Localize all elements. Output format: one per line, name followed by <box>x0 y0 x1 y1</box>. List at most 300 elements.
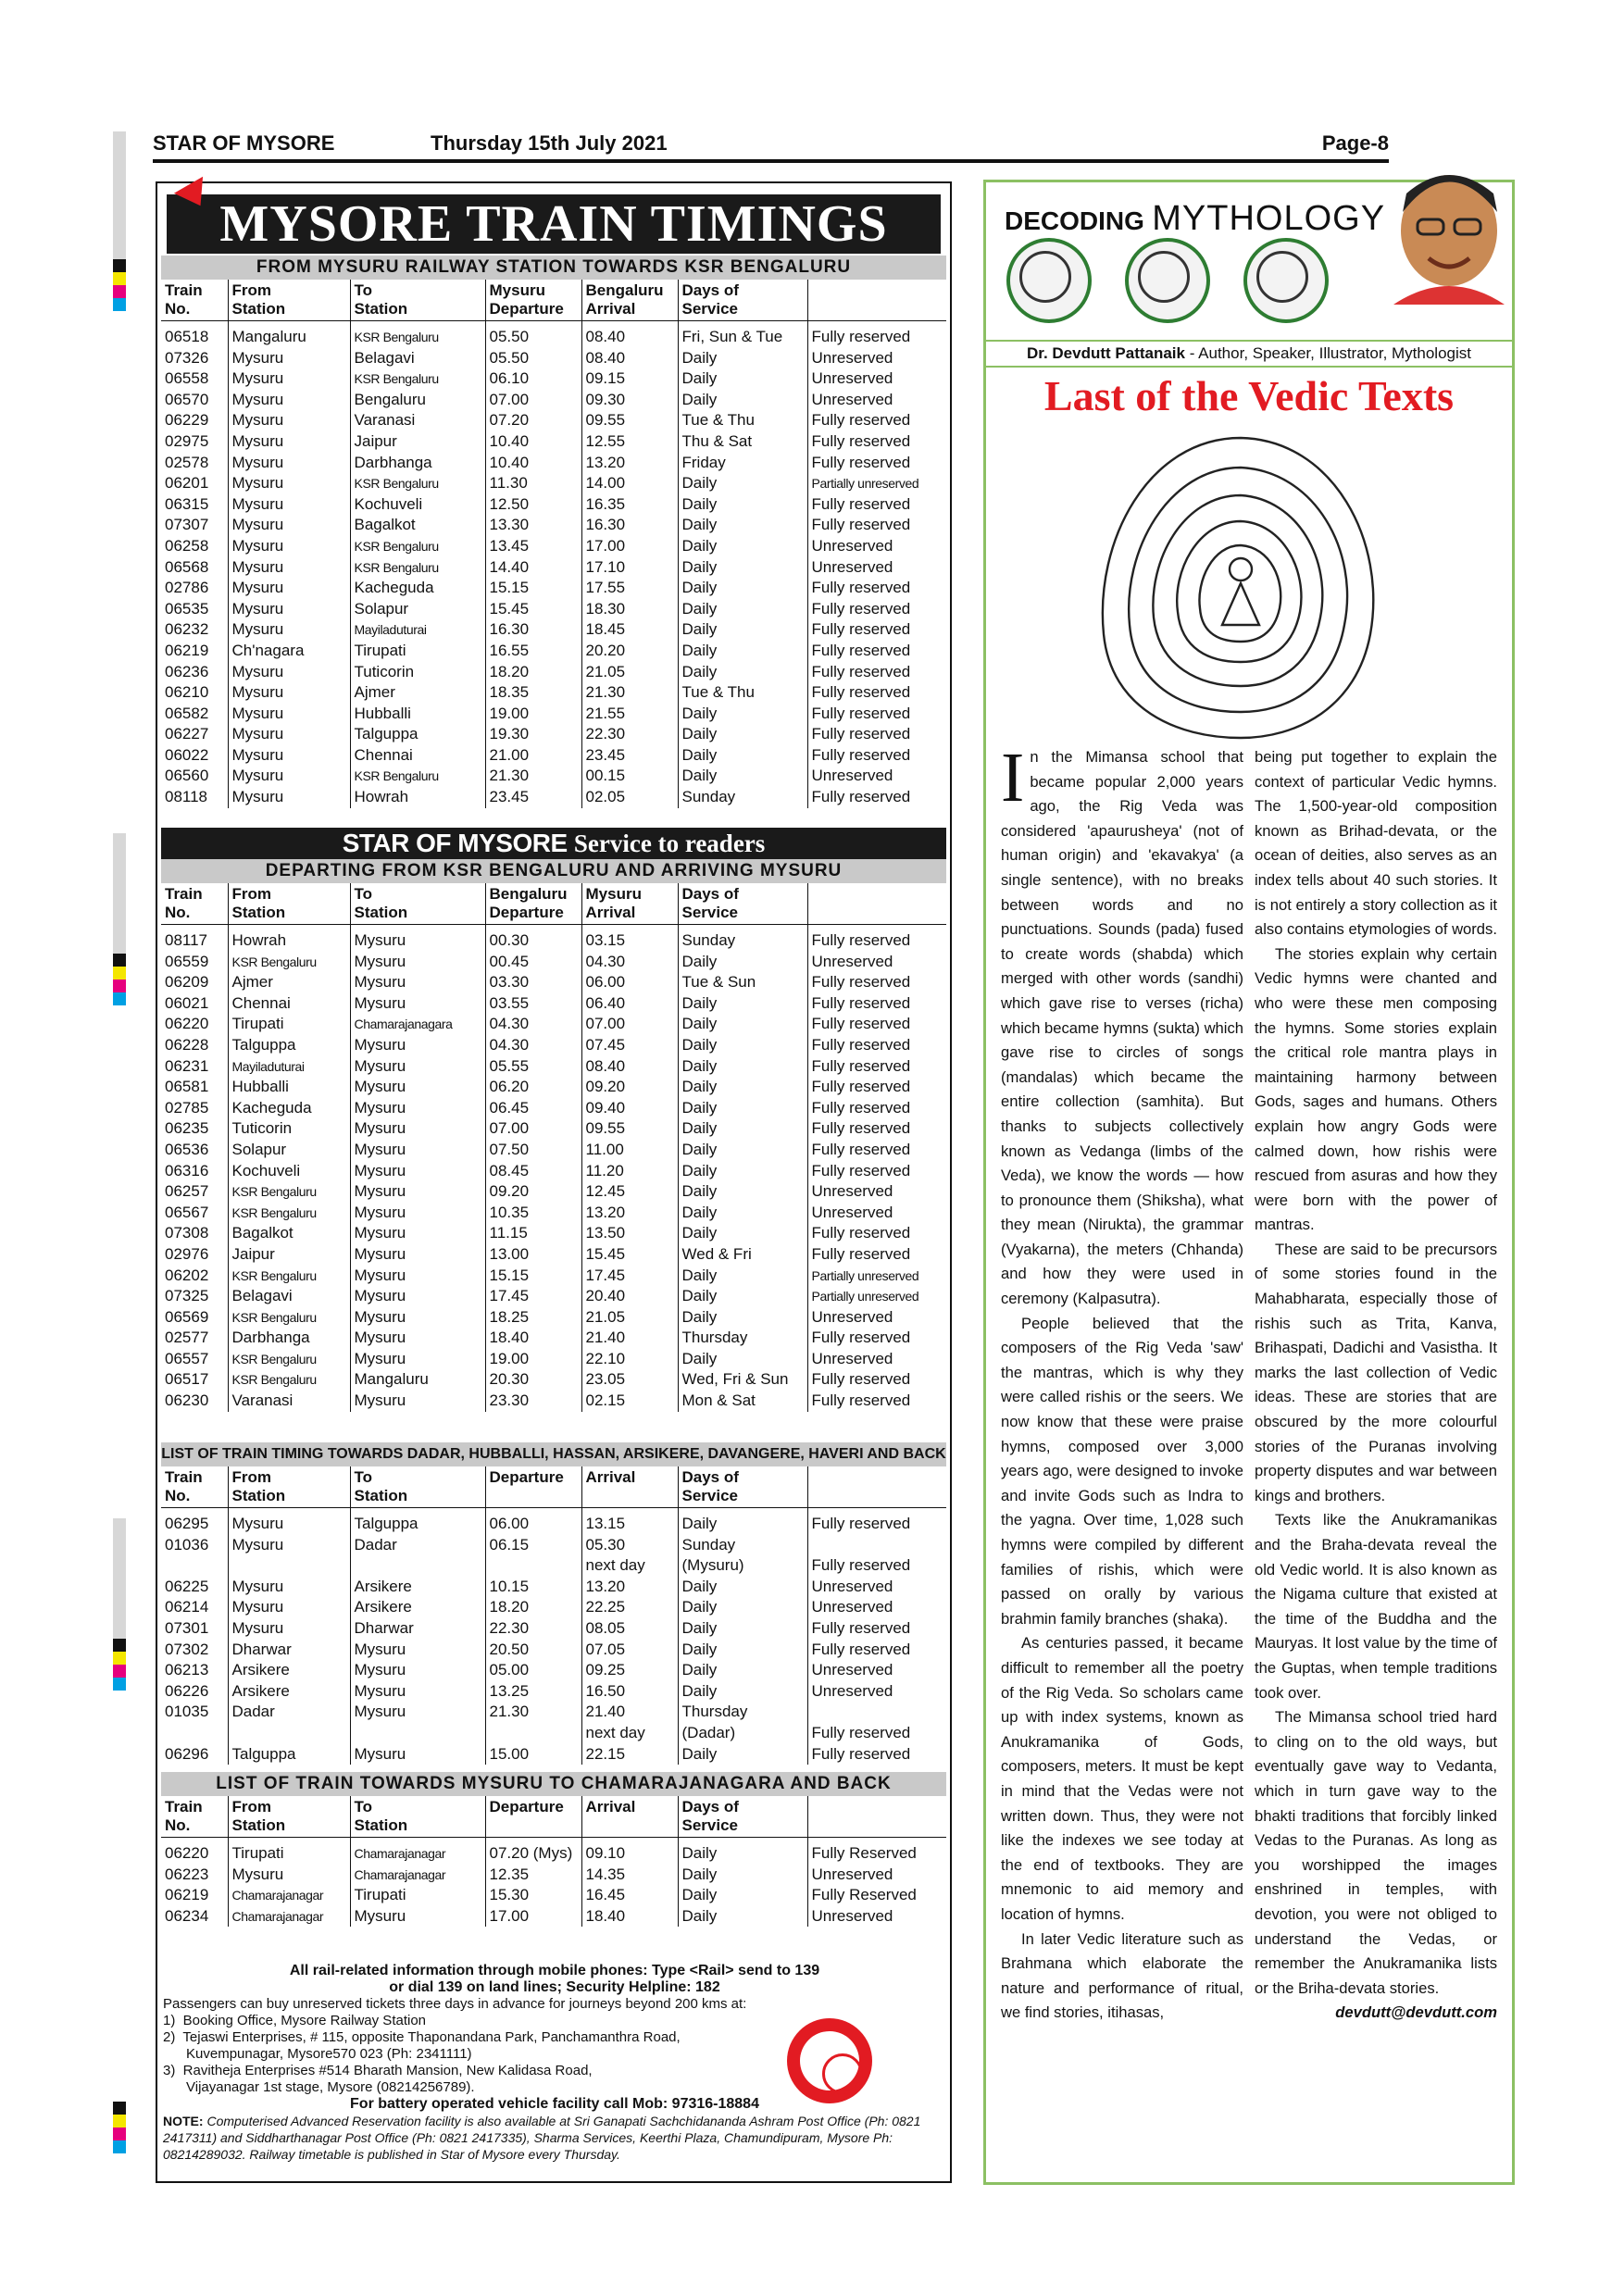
table-row <box>161 1223 946 1244</box>
table-cell: Friday <box>678 453 807 474</box>
table-cell <box>228 1723 350 1744</box>
table-row <box>161 1203 946 1224</box>
table-cell: Fully reserved <box>807 1056 946 1078</box>
table-cell: Wed, Fri & Sun <box>678 1369 807 1391</box>
table-cell: Mysuru <box>228 410 350 431</box>
table-header-row <box>161 883 946 925</box>
table-cell: 06209 <box>165 973 209 992</box>
table-cell: Fully reserved <box>807 578 946 599</box>
table-cell <box>161 1723 228 1744</box>
table-cell: Partially unreserved <box>807 1286 946 1307</box>
table-header-row <box>161 1796 946 1838</box>
table-cell: 02975 <box>165 431 209 450</box>
table-cell: 13.20 <box>581 453 678 474</box>
table-cell: 23.30 <box>485 1391 581 1412</box>
table-cell: Wed & Fri <box>678 1244 807 1266</box>
table-cell: Fully reserved <box>807 1369 946 1391</box>
table-cell: 21.55 <box>581 704 678 725</box>
table-cell: 07325 <box>165 1287 209 1305</box>
reservation-note: Computerised Advanced Reservation facility is also available at Sri Ganapati Sachchidananda Ashram Post Office (Ph: 0821 2417311) and Siddharthanagar Post Office (Ph: 0821 2417335), Sharma Services, Keerthi Plaza, Chamundipuram, Mysore Ph: 08214289032. Railway timetable is published in Star of Mysore every Thursday. <box>163 2114 921 2162</box>
table-cell: 00.15 <box>581 766 678 787</box>
table-cell: 08.40 <box>581 1056 678 1078</box>
table-cell: 11.30 <box>485 473 581 494</box>
column-header <box>807 280 946 321</box>
table-cell: (Mysuru) <box>678 1555 807 1577</box>
booking-item: 2) Tejaswi Enterprises, # 115, opposite Thaponandana Park, Panchamanthra Road, <box>163 2029 681 2045</box>
table-cell: Mysuru <box>228 1514 350 1535</box>
table-cell: Daily <box>678 1843 807 1865</box>
table-cell: Tue & Thu <box>678 410 807 431</box>
table-cell: Daily <box>678 724 807 745</box>
table-cell: Daily <box>678 1640 807 1661</box>
table-cell <box>228 1555 350 1577</box>
column-header: From Station <box>228 280 350 321</box>
table-cell: Fully reserved <box>807 1140 946 1161</box>
table-row <box>161 1118 946 1140</box>
table-cell: Unreserved <box>807 1181 946 1203</box>
table-row <box>161 1597 946 1618</box>
deity-pair-medallion-icon <box>1125 238 1210 323</box>
table-cell: Unreserved <box>807 1577 946 1598</box>
table-cell: Fully reserved <box>807 682 946 704</box>
table-cell: Arsikere <box>350 1577 485 1598</box>
table-cell: Fully reserved <box>807 641 946 662</box>
table-cell: KSR Bengaluru <box>228 1369 350 1391</box>
table-cell: Mysuru <box>350 1035 485 1056</box>
table-cell: Mysuru <box>350 1681 485 1703</box>
table-cell: Mysuru <box>228 1865 350 1886</box>
table-cell <box>807 1535 946 1556</box>
table-cell: Daily <box>678 494 807 516</box>
table-row <box>161 724 946 745</box>
table-cell: Unreserved <box>807 368 946 390</box>
table-cell: 06295 <box>165 1515 209 1532</box>
table-cell: Daily <box>678 745 807 767</box>
table-cell: Fully reserved <box>807 515 946 536</box>
table-cell: Mysuru <box>350 1203 485 1224</box>
booking-item: 3) Ravitheja Enterprises #514 Bharath Mansion, New Kalidasa Road, <box>163 2063 593 2078</box>
table-cell: 23.05 <box>581 1369 678 1391</box>
author-portrait <box>1375 156 1514 305</box>
paper-name: STAR OF MYSORE <box>153 131 335 155</box>
article-column-1 <box>1001 739 1243 2026</box>
table-cell: 06296 <box>165 1744 209 1763</box>
table-cell: Fully reserved <box>807 1223 946 1244</box>
table-cell: Fully reserved <box>807 1035 946 1056</box>
table-cell: 21.05 <box>581 1307 678 1329</box>
table-cell: Mysuru <box>350 993 485 1015</box>
table-cell: Fully reserved <box>807 410 946 431</box>
table-cell: Mayiladuturai <box>228 1056 350 1078</box>
table-cell: Mysuru <box>228 745 350 767</box>
table-cell: Tue & Thu <box>678 682 807 704</box>
table-cell: 03.15 <box>581 930 678 952</box>
table-cell: Chennai <box>350 745 485 767</box>
table-cell: 22.30 <box>581 724 678 745</box>
table-cell <box>350 1555 485 1577</box>
table-cell: 16.30 <box>485 619 581 641</box>
article-paragraph: As centuries passed, it became difficult to remember all the poetry of the Rig Veda. So scholars came up with index systems, known as Anukramanika of Gods, composers, meters. It must be kept in mind that the Vedas were not written down. Thus, they were not like the indexes we see today at the end of textbooks. They are mnemonic to aid memory and location of hymns. <box>1001 1634 1243 1923</box>
table-cell: Mayiladuturai <box>350 619 485 641</box>
table-cell: 20.20 <box>581 641 678 662</box>
table-cell: Daily <box>678 473 807 494</box>
table-cell: Varanasi <box>350 410 485 431</box>
table-cell: Fully reserved <box>807 724 946 745</box>
table-cell: 01036 <box>165 1535 209 1554</box>
table-cell: 16.50 <box>581 1681 678 1703</box>
table-cell: 12.45 <box>581 1181 678 1203</box>
table-cell: (Dadar) <box>678 1723 807 1744</box>
table-cell: Mysuru <box>350 1328 485 1349</box>
table-cell: 06.00 <box>485 1514 581 1535</box>
table-row <box>161 473 946 494</box>
table-cell: Mysuru <box>350 972 485 993</box>
table-row <box>161 930 946 952</box>
table-cell: 01035 <box>165 1703 209 1721</box>
column-title-light: MYTHOLOGY <box>1152 199 1386 238</box>
column-header: Mysuru Departure <box>485 280 581 321</box>
timetable-dadar-hubballi <box>161 1466 946 1765</box>
table-row <box>161 1056 946 1078</box>
table-row <box>161 1906 946 1928</box>
table-row <box>161 1391 946 1412</box>
table-header-row <box>161 1466 946 1508</box>
column-header: Days of Service <box>678 1796 807 1838</box>
table-cell: Arsikere <box>228 1660 350 1681</box>
table-cell: 06535 <box>165 599 209 618</box>
table-row <box>161 1266 946 1287</box>
table-cell: 18.40 <box>581 1906 678 1928</box>
table-cell: 06227 <box>165 725 209 743</box>
table-cell: Fully reserved <box>807 1723 946 1744</box>
table-row <box>161 1328 946 1349</box>
column-header: To Station <box>350 280 485 321</box>
table-cell: 06210 <box>165 683 209 702</box>
table-cell: Mysuru <box>350 930 485 952</box>
table-row <box>161 431 946 453</box>
table-cell: 02786 <box>165 579 209 597</box>
table-cell: Jaipur <box>350 431 485 453</box>
column-header: Train No. <box>161 883 228 925</box>
table-cell: 06568 <box>165 557 209 576</box>
table-cell: 06225 <box>165 1577 209 1595</box>
table-cell: Daily <box>678 1014 807 1035</box>
table-cell: Mysuru <box>350 1391 485 1412</box>
table-cell: Daily <box>678 599 807 620</box>
drop-cap: I <box>1001 739 1025 817</box>
table-cell: 06213 <box>165 1661 209 1679</box>
table-cell: Mysuru <box>228 368 350 390</box>
table-row <box>161 1681 946 1703</box>
table-cell: 22.30 <box>485 1618 581 1640</box>
table-cell <box>485 1555 581 1577</box>
timetable-chamarajanagara <box>161 1796 946 1927</box>
table-cell: Tuticorin <box>350 662 485 683</box>
table-cell: 10.40 <box>485 431 581 453</box>
table-cell: Daily <box>678 1203 807 1224</box>
table-row <box>161 766 946 787</box>
table-cell: 07.20 (Mys) <box>485 1843 581 1865</box>
table-cell: 19.30 <box>485 724 581 745</box>
column-header: Days of Service <box>678 1466 807 1508</box>
table-cell: Fully reserved <box>807 1118 946 1140</box>
table-cell: Bagalkot <box>350 515 485 536</box>
table-cell: 07307 <box>165 516 209 534</box>
table-cell: Daily <box>678 952 807 973</box>
page-number: Page-8 <box>1321 131 1389 155</box>
table-cell: Howrah <box>228 930 350 952</box>
table-cell: Mysuru <box>350 1286 485 1307</box>
table-cell: Daily <box>678 1349 807 1370</box>
table-cell: Unreserved <box>807 1660 946 1681</box>
column-header: Arrival <box>581 1466 678 1508</box>
table-cell: 09.55 <box>581 1118 678 1140</box>
table-cell: 21.30 <box>485 1702 581 1723</box>
column-header <box>807 1796 946 1838</box>
table-cell: 06581 <box>165 1078 209 1096</box>
table-cell: Mysuru <box>228 787 350 808</box>
table-cell: 05.50 <box>485 348 581 369</box>
table-cell: 20.50 <box>485 1640 581 1661</box>
banner-paper-name: STAR OF MYSORE <box>342 829 568 857</box>
table-cell: 06582 <box>165 704 209 722</box>
table-cell: Dharwar <box>350 1618 485 1640</box>
table-cell: 06232 <box>165 620 209 639</box>
article-paragraph: The Mimansa school tried hard to cling on to the old ways, but eventually gave way to Vedanta, which in turn gave way to the bhakti traditions that forcibly linked Vedas to the Puranas. As long as you worshipped the images enshrined in temples, with devotion, you were not obliged to understand the Vedas, or remember the Anukramanika lists or the Briha-devata stories. <box>1255 1708 1497 1997</box>
table-cell: Daily <box>678 1660 807 1681</box>
table-cell: Unreserved <box>807 1203 946 1224</box>
table-cell: 12.35 <box>485 1865 581 1886</box>
table-cell: Ch'nagara <box>228 641 350 662</box>
table-cell: Daily <box>678 1514 807 1535</box>
table-cell: Daily <box>678 1286 807 1307</box>
table-cell: Chamarajanagar <box>228 1885 350 1906</box>
table-cell: 02578 <box>165 453 209 471</box>
table-cell: Mysuru <box>228 1597 350 1618</box>
table-cell: 18.40 <box>485 1328 581 1349</box>
table-cell: Daily <box>678 619 807 641</box>
table-cell: 17.55 <box>581 578 678 599</box>
table-row <box>161 1286 946 1307</box>
table-cell: Mysuru <box>228 557 350 579</box>
table-cell: Daily <box>678 1307 807 1329</box>
table-cell: 06560 <box>165 767 209 785</box>
table-cell: 22.15 <box>581 1744 678 1766</box>
table-cell: 07.45 <box>581 1035 678 1056</box>
table-cell: 02577 <box>165 1329 209 1347</box>
table-cell: Mysuru <box>350 1161 485 1182</box>
table-cell: Bagalkot <box>228 1223 350 1244</box>
table-cell: Thursday <box>678 1328 807 1349</box>
table-cell: Unreserved <box>807 536 946 557</box>
table-cell: Mysuru <box>228 453 350 474</box>
table-row <box>161 1514 946 1535</box>
table-cell: 10.40 <box>485 453 581 474</box>
table-cell: 06234 <box>165 1906 209 1925</box>
table-cell: Jaipur <box>228 1244 350 1266</box>
table-cell: 21.40 <box>581 1328 678 1349</box>
table-cell: Daily <box>678 641 807 662</box>
table-cell: 06022 <box>165 745 209 764</box>
table-cell: Thursday <box>678 1702 807 1723</box>
table-cell: 23.45 <box>581 745 678 767</box>
table-cell: Fully reserved <box>807 1514 946 1535</box>
table-cell: Mysuru <box>350 1140 485 1161</box>
table-cell: 17.45 <box>485 1286 581 1307</box>
article-column-2 <box>1255 745 1497 2026</box>
table-cell: 02.05 <box>581 787 678 808</box>
table-cell: Chennai <box>228 993 350 1015</box>
table-row <box>161 557 946 579</box>
table-cell: Fully reserved <box>807 1244 946 1266</box>
table-cell: Talguppa <box>350 724 485 745</box>
table-cell: 13.15 <box>581 1514 678 1535</box>
table-row <box>161 1618 946 1640</box>
table-cell: 06223 <box>165 1865 209 1883</box>
table-cell: 09.20 <box>581 1077 678 1098</box>
table-cell: Sunday <box>678 787 807 808</box>
article-paragraph: People believed that the composers of the Rig Veda 'saw' the mantras, which is why they were called rishis or the seers. We now know that these were praise hymns, composed over 3,000 years ago, were designed to invoke and invite Gods such as Indra to the yagna. Over time, 1,028 such hymns were compiled by different families of rishis, which were passed on orally by various brahmin family branches (shaka). <box>1001 1314 1243 1628</box>
table-row <box>161 1035 946 1056</box>
column-header: From Station <box>228 1466 350 1508</box>
table-cell: Tirupati <box>350 641 485 662</box>
table-cell: 03.55 <box>485 993 581 1015</box>
table-row <box>161 745 946 767</box>
table-cell: 06258 <box>165 536 209 555</box>
table-cell <box>161 1555 228 1577</box>
table-cell: Unreserved <box>807 390 946 411</box>
table-cell: 12.50 <box>485 494 581 516</box>
table-cell: 11.20 <box>581 1161 678 1182</box>
column-header: Mysuru Arrival <box>581 883 678 925</box>
table-cell: 07.00 <box>485 1118 581 1140</box>
table-cell: Talguppa <box>228 1035 350 1056</box>
table-cell: 18.35 <box>485 682 581 704</box>
table-cell: Daily <box>678 1118 807 1140</box>
table-cell: 06567 <box>165 1203 209 1221</box>
table-row <box>161 1723 946 1744</box>
table-cell: 11.00 <box>581 1140 678 1161</box>
table-cell: 00.30 <box>485 930 581 952</box>
table-cell: Daily <box>678 1035 807 1056</box>
table-cell: 08.45 <box>485 1161 581 1182</box>
table-row <box>161 453 946 474</box>
table-cell: Fri, Sun & Tue <box>678 327 807 348</box>
table-cell: Dadar <box>228 1702 350 1723</box>
table-cell: 21.05 <box>581 662 678 683</box>
table-row <box>161 1244 946 1266</box>
table-cell: Daily <box>678 1885 807 1906</box>
table-row <box>161 619 946 641</box>
table-cell: 13.50 <box>581 1223 678 1244</box>
god-face-medallion-icon <box>1243 238 1329 323</box>
table-cell: 06220 <box>165 1015 209 1033</box>
table-cell: 06559 <box>165 952 209 970</box>
table-cell: 08117 <box>165 931 208 949</box>
table-cell: Fully reserved <box>807 1328 946 1349</box>
table-row <box>161 1885 946 1906</box>
table-cell: Mysuru <box>350 1181 485 1203</box>
table-cell: 21.00 <box>485 745 581 767</box>
table-cell: 15.45 <box>581 1244 678 1266</box>
table-cell: Chamarajanagar <box>228 1906 350 1928</box>
column-header: From Station <box>228 1796 350 1838</box>
booking-item: 1) Booking Office, Mysore Railway Station <box>163 2013 427 2028</box>
table-cell: Daily <box>678 1906 807 1928</box>
table-row <box>161 1369 946 1391</box>
table-cell: KSR Bengaluru <box>350 368 485 390</box>
table-cell: Daily <box>678 1161 807 1182</box>
table-cell: Daily <box>678 578 807 599</box>
table-cell: 04.30 <box>485 1014 581 1035</box>
table-cell: Daily <box>678 1077 807 1098</box>
table-cell: Daily <box>678 1223 807 1244</box>
table-cell: Daily <box>678 390 807 411</box>
table-row <box>161 704 946 725</box>
article-paragraph: being put together to explain the context of particular Vedic hymns. The 1,500-year-old composition known as Brihad-devata, or the ocean of deities, also serves as an index tells about 40 such stories. It is not entirely a story collection as it also contains etymologies of words. <box>1255 748 1497 939</box>
table-cell: 06231 <box>165 1056 209 1075</box>
table-cell: 15.45 <box>485 599 581 620</box>
table-cell: Fully reserved <box>807 599 946 620</box>
table-cell: Mysuru <box>350 1660 485 1681</box>
table-cell: Mysuru <box>350 1744 485 1766</box>
table-cell: Ajmer <box>350 682 485 704</box>
table-cell: 07.20 <box>485 410 581 431</box>
table-row <box>161 662 946 683</box>
table-cell: Talguppa <box>350 1514 485 1535</box>
column-header: Days of Service <box>678 280 807 321</box>
article-paragraph: These are said to be precursors of some stories found in the Mahabharata, especially those of rishis such as Trita, Kanva, Brihaspati, Dadichi and Vasistha. It marks the last collection of Vedic ideas. These are stories that are obscured by the more colourful stories of the Puranas involving property disputes and war between kings and brothers. <box>1255 1240 1497 1504</box>
battery-vehicle-info: For battery operated vehicle facility call Mob: 97316-18884 <box>350 2096 759 2112</box>
table-cell: 07301 <box>165 1618 209 1637</box>
table-cell: 15.15 <box>485 1266 581 1287</box>
table-cell: 07308 <box>165 1224 209 1242</box>
table-cell: 03.30 <box>485 972 581 993</box>
table-cell: Fully reserved <box>807 431 946 453</box>
table-cell: 06570 <box>165 390 209 408</box>
table-cell: 16.45 <box>581 1885 678 1906</box>
column-header: Train No. <box>161 1466 228 1508</box>
table-row <box>161 1140 946 1161</box>
table-row <box>161 1555 946 1577</box>
table-row <box>161 993 946 1015</box>
author-line <box>986 340 1512 368</box>
table-cell: 06228 <box>165 1035 209 1054</box>
table-cell: Mysuru <box>228 1577 350 1598</box>
table-cell: Arsikere <box>350 1597 485 1618</box>
table-cell: 14.40 <box>485 557 581 579</box>
table-cell: Mysuru <box>228 766 350 787</box>
table-cell: 09.40 <box>581 1098 678 1119</box>
table-cell: Kochuveli <box>350 494 485 516</box>
table-cell: 06.40 <box>581 993 678 1015</box>
table-cell: 06219 <box>165 1886 209 1904</box>
table-cell: Mysuru <box>228 662 350 683</box>
table-row <box>161 682 946 704</box>
rail-info-line2: or dial 139 on land lines; Security Helpline: 182 <box>389 1979 720 1995</box>
article-paragraph: n the Mimansa school that became popular 2,000 years ago, the Rig Veda was considered 'apaurusheya' (not of human origin) and 'ekavakya' (a single sentence), with no breaks between words and no punctuations. Sounds (pada) fused to create words (shabda) which merged with other words (sandhi) which gave rise to verses (richa) which became hymns (sukta) which gave rise to circles of songs (mandalas) which became the entire collection (samhita). But thanks to subjects collectively known as Vedanga (limbs of the Veda), we know the words — how to pronounce them (Shiksha), what they mean (Nirukta), the grammar (Vyakarna), the meters (Chhanda) and how they were used in ceremony (Kalpasutra). <box>1001 748 1243 1308</box>
table-cell: Fully reserved <box>807 1640 946 1661</box>
table-cell: 06.00 <box>581 972 678 993</box>
table-row <box>161 1307 946 1329</box>
table-cell: 02.15 <box>581 1391 678 1412</box>
table-cell: 16.35 <box>581 494 678 516</box>
table-cell: Partially unreserved <box>807 473 946 494</box>
table-cell: Hubballi <box>228 1077 350 1098</box>
table-cell <box>807 1702 946 1723</box>
vedic-artwork-illustration <box>1093 430 1389 745</box>
table-cell: 17.10 <box>581 557 678 579</box>
